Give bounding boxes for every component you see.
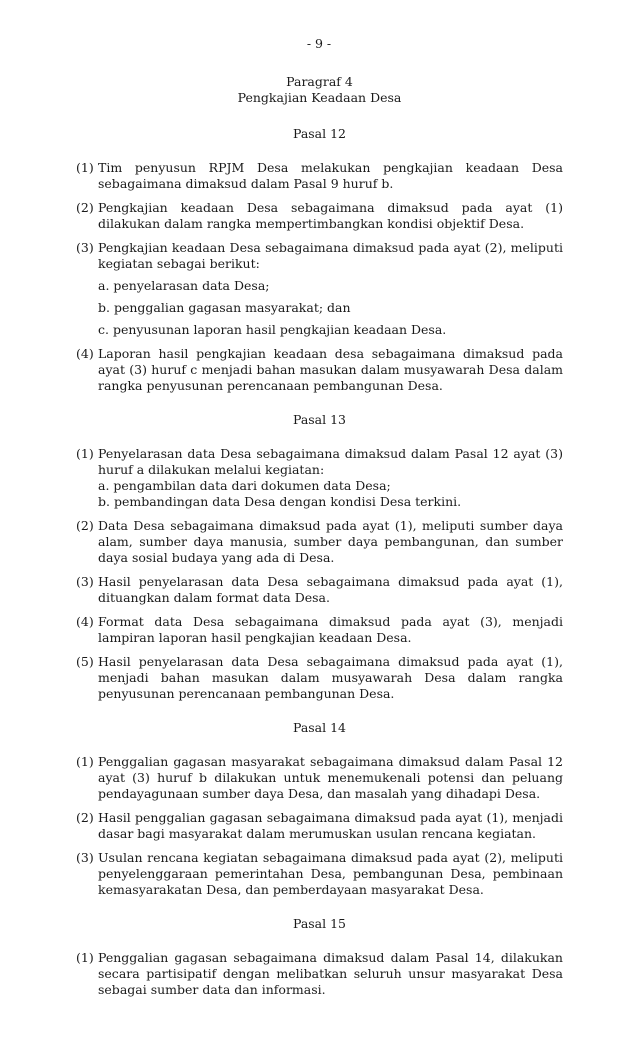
pasal-14-list xyxy=(76,754,563,898)
list-item xyxy=(76,346,563,394)
sub-item: b. penggalian gagasan masyarakat; dan xyxy=(98,300,351,315)
paragraf-title: Paragraf 4 xyxy=(286,74,353,89)
item-text: Hasil penggalian gagasan sebagaimana dimaksud pada ayat (1), menjadi dasar bagi masyarakat dalam merumuskan usulan rencana kegiatan. xyxy=(98,810,563,841)
item-number: (3) xyxy=(76,240,94,255)
list-item xyxy=(76,446,563,510)
list-item xyxy=(76,850,563,898)
pasal-15-list xyxy=(76,950,563,998)
list-item xyxy=(76,240,563,338)
page-number: - 9 - xyxy=(306,36,332,51)
pasal-12-list xyxy=(76,160,563,394)
item-text: Pengkajian keadaan Desa sebagaimana dimaksud pada ayat (2), meliputi kegiatan sebagai berikut: xyxy=(98,240,563,271)
pasal-14-title: Pasal 14 xyxy=(292,720,347,735)
item-number: (1) xyxy=(76,446,94,461)
pasal-15-title: Pasal 15 xyxy=(292,916,347,931)
item-number: (1) xyxy=(76,160,94,175)
item-number: (5) xyxy=(76,654,94,669)
pasal-13-title: Pasal 13 xyxy=(292,412,347,427)
item-number: (1) xyxy=(76,754,94,769)
list-item xyxy=(76,950,563,998)
item-text: Penyelarasan data Desa sebagaimana dimaksud dalam Pasal 12 ayat (3) huruf a dilakukan melalui kegiatan: xyxy=(98,446,563,477)
list-item xyxy=(76,614,563,646)
sub-item: a. penyelarasan data Desa; xyxy=(98,278,270,293)
item-text: Data Desa sebagaimana dimaksud pada ayat (1), meliputi sumber daya alam, sumber daya manusia, sumber daya pembangunan, dan sumber daya sosial budaya yang ada di Desa. xyxy=(98,518,563,565)
item-text: Format data Desa sebagaimana dimaksud pada ayat (3), menjadi lampiran laporan hasil pengkajian keadaan Desa. xyxy=(98,614,563,645)
pasal-12-title: Pasal 12 xyxy=(292,126,347,141)
item-text: Tim penyusun RPJM Desa melakukan pengkajian keadaan Desa sebagaimana dimaksud dalam Pasal 9 huruf b. xyxy=(98,160,563,191)
item-text: Hasil penyelarasan data Desa sebagaimana dimaksud pada ayat (1), menjadi bahan masukan dalam musyawarah Desa dalam rangka penyusunan perencanaan pembangunan Desa. xyxy=(98,654,563,701)
item-text: Laporan hasil pengkajian keadaan desa sebagaimana dimaksud pada ayat (3) huruf c menjadi bahan masukan dalam musyawarah Desa dalam rangka penyusunan perencanaan pembangunan Desa. xyxy=(98,346,563,393)
list-item xyxy=(76,160,563,192)
item-text: Penggalian gagasan masyarakat sebagaimana dimaksud dalam Pasal 12 ayat (3) huruf b dilakukan untuk menemukenali potensi dan peluang pendayagunaan sumber daya Desa, dan masalah yang dihadapi Desa. xyxy=(98,754,563,801)
item-number: (4) xyxy=(76,614,94,629)
list-item xyxy=(76,574,563,606)
item-number: (3) xyxy=(76,850,94,865)
item-number: (4) xyxy=(76,346,94,361)
item-text: Pengkajian keadaan Desa sebagaimana dimaksud pada ayat (1) dilakukan dalam rangka mempertimbangkan kondisi objektif Desa. xyxy=(98,200,563,231)
list-item xyxy=(76,810,563,842)
pasal-13-list xyxy=(76,446,563,702)
document-content xyxy=(76,74,563,1006)
item-text: Usulan rencana kegiatan sebagaimana dimaksud pada ayat (2), meliputi penyelenggaraan pemerintahan Desa, pembangunan Desa, pembinaan kemasyarakatan Desa, dan pemberdayaan masyarakat Desa. xyxy=(98,850,563,897)
item-text: Penggalian gagasan sebagaimana dimaksud dalam Pasal 14, dilakukan secara partisipatif dengan melibatkan seluruh unsur masyarakat Desa sebagai sumber data dan informasi. xyxy=(98,950,563,997)
list-item xyxy=(76,200,563,232)
item-number: (1) xyxy=(76,950,94,965)
list-item xyxy=(76,654,563,702)
sub-item: a. pengambilan data dari dokumen data Desa; xyxy=(98,478,391,493)
item-number: (2) xyxy=(76,518,94,533)
paragraf-subtitle: Pengkajian Keadaan Desa xyxy=(237,90,402,105)
item-number: (2) xyxy=(76,810,94,825)
item-number: (2) xyxy=(76,200,94,215)
sub-item: c. penyusunan laporan hasil pengkajian keadaan Desa. xyxy=(98,322,447,337)
list-item xyxy=(76,518,563,566)
item-text: Hasil penyelarasan data Desa sebagaimana dimaksud pada ayat (1), dituangkan dalam format data Desa. xyxy=(98,574,563,605)
list-item xyxy=(76,754,563,802)
item-number: (3) xyxy=(76,574,94,589)
sub-item: b. pembandingan data Desa dengan kondisi Desa terkini. xyxy=(98,494,462,509)
